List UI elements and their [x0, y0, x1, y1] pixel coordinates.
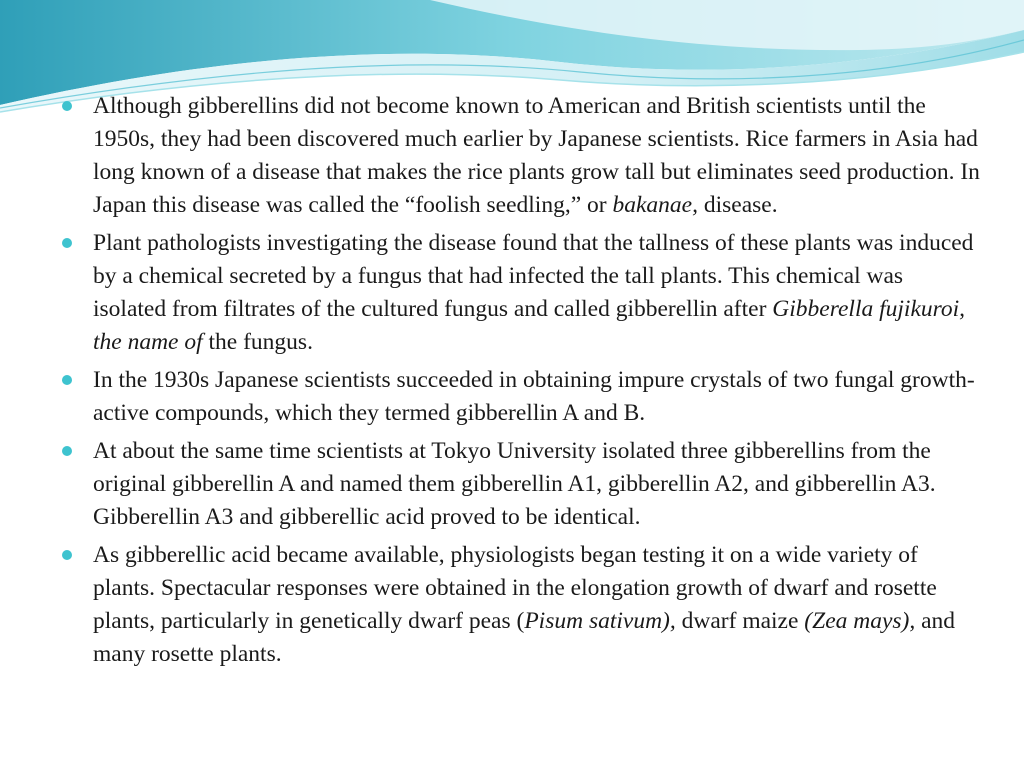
- bullet-text: Although gibberellins did not become known to American and British scientists until the 1950s, they had been discovered much earlier by Japanese scientists. Rice farmers in Asia had long known of a disease that makes the rice plants grow tall but eliminates seed production. In Japan this disease was called the “foolish seedling,” or bakanae, disease.: [93, 93, 980, 218]
- bullet-dot-icon: [62, 101, 72, 111]
- bullet-text: As gibberellic acid became available, physiologists began testing it on a wide variety of plants. Spectacular responses were obtained in the elongation growth of dwarf and rosette plants, particularly in genetically dwarf peas (Pisum sativum), dwarf maize (Zea mays), and many rosette plants.: [93, 542, 956, 667]
- bullet-text: Plant pathologists investigating the disease found that the tallness of these plants was induced by a chemical secreted by a fungus that had infected the tall plants. This chemical was isolated from filtrates of the cultured fungus and called gibberellin after Gibberella fujikuroi, the name of the fungus.: [93, 230, 974, 355]
- bullet-dot-icon: [62, 446, 72, 456]
- bullet-item-1930s: [60, 364, 980, 430]
- bullet-text: In the 1930s Japanese scientists succeeded in obtaining impure crystals of two fungal growth-active compounds, which they termed gibberellin A and B.: [93, 367, 975, 426]
- bullet-item-discovery: [60, 90, 980, 222]
- bullet-text: At about the same time scientists at Tokyo University isolated three gibberellins from the original gibberellin A and named them gibberellin A1, gibberellin A2, and gibberellin A3. Gibberellin A3 and gibberellic acid proved to be identical.: [93, 438, 936, 530]
- bullet-dot-icon: [62, 375, 72, 385]
- bullet-dot-icon: [62, 238, 72, 248]
- bullet-list: [60, 90, 980, 671]
- bullet-item-testing: [60, 539, 980, 671]
- bullet-item-tokyo: [60, 435, 980, 534]
- bullet-dot-icon: [62, 550, 72, 560]
- slide-body: [60, 90, 980, 676]
- bullet-item-pathologists: [60, 227, 980, 359]
